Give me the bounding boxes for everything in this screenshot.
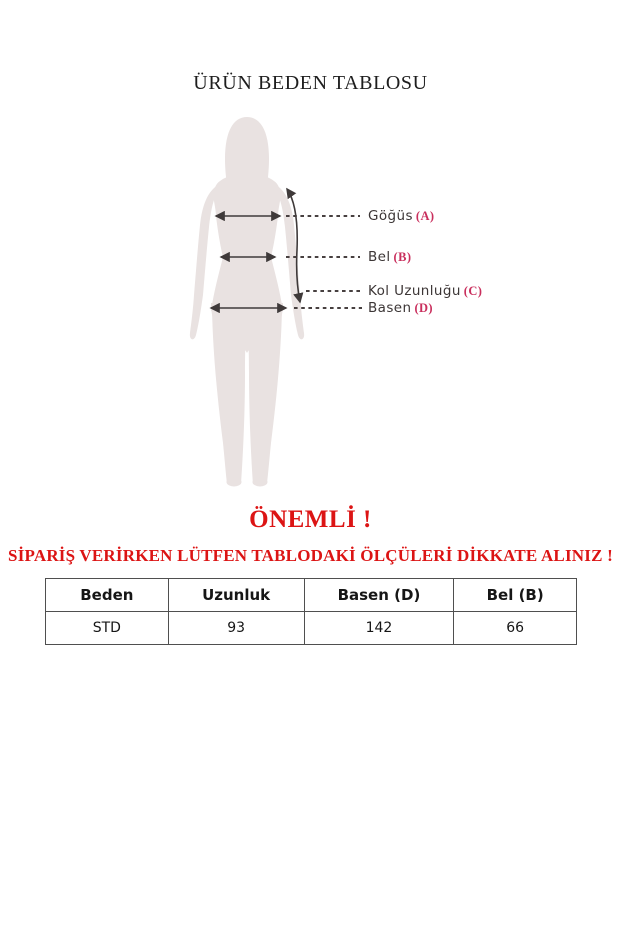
size-table-cell-bel: 66 [454, 612, 577, 645]
measure-label-waist [368, 248, 411, 266]
silhouette-left-leg [212, 309, 247, 484]
measure-label-arm-text: Kol Uzunluğu [368, 283, 461, 299]
measure-label-waist-text: Bel [368, 249, 391, 265]
size-table-header-basen: Basen (D) [304, 579, 454, 612]
body-measurement-figure [0, 111, 621, 491]
size-table-data-row [46, 612, 577, 645]
size-table-header-bel: Bel (B) [454, 579, 577, 612]
silhouette-torso [211, 171, 283, 311]
silhouette-right-foot [253, 478, 268, 487]
measure-label-hip [368, 299, 433, 317]
size-table-cell-beden: STD [46, 612, 169, 645]
size-diagram [0, 111, 621, 491]
measure-label-chest-text: Göğüs [368, 208, 413, 224]
notice-heading: ÖNEMLİ ! [249, 506, 372, 533]
size-table-header-uzunluk: Uzunluk [168, 579, 304, 612]
body-silhouette [190, 117, 304, 487]
size-table-header-beden: Beden [46, 579, 169, 612]
size-table-cell-uzunluk: 93 [168, 612, 304, 645]
measure-letter-d: (D) [414, 301, 433, 315]
measure-label-arm [368, 282, 482, 300]
measure-letter-b: (B) [393, 250, 412, 264]
size-table [45, 578, 577, 645]
notice-subheading: SİPARİŞ VERİRKEN LÜTFEN TABLODAKİ ÖLÇÜLERİ DİKKATE ALINIZ ! [8, 546, 613, 565]
silhouette-right-leg [247, 309, 282, 484]
page-title: ÜRÜN BEDEN TABLOSU [193, 72, 428, 94]
measure-label-hip-text: Basen [368, 300, 412, 316]
size-table-cell-basen: 142 [304, 612, 454, 645]
measure-label-chest [368, 207, 434, 225]
measure-letter-c: (C) [463, 284, 483, 298]
measure-letter-a: (A) [415, 209, 435, 223]
silhouette-left-foot [227, 478, 242, 487]
size-table-header-row [46, 579, 577, 612]
